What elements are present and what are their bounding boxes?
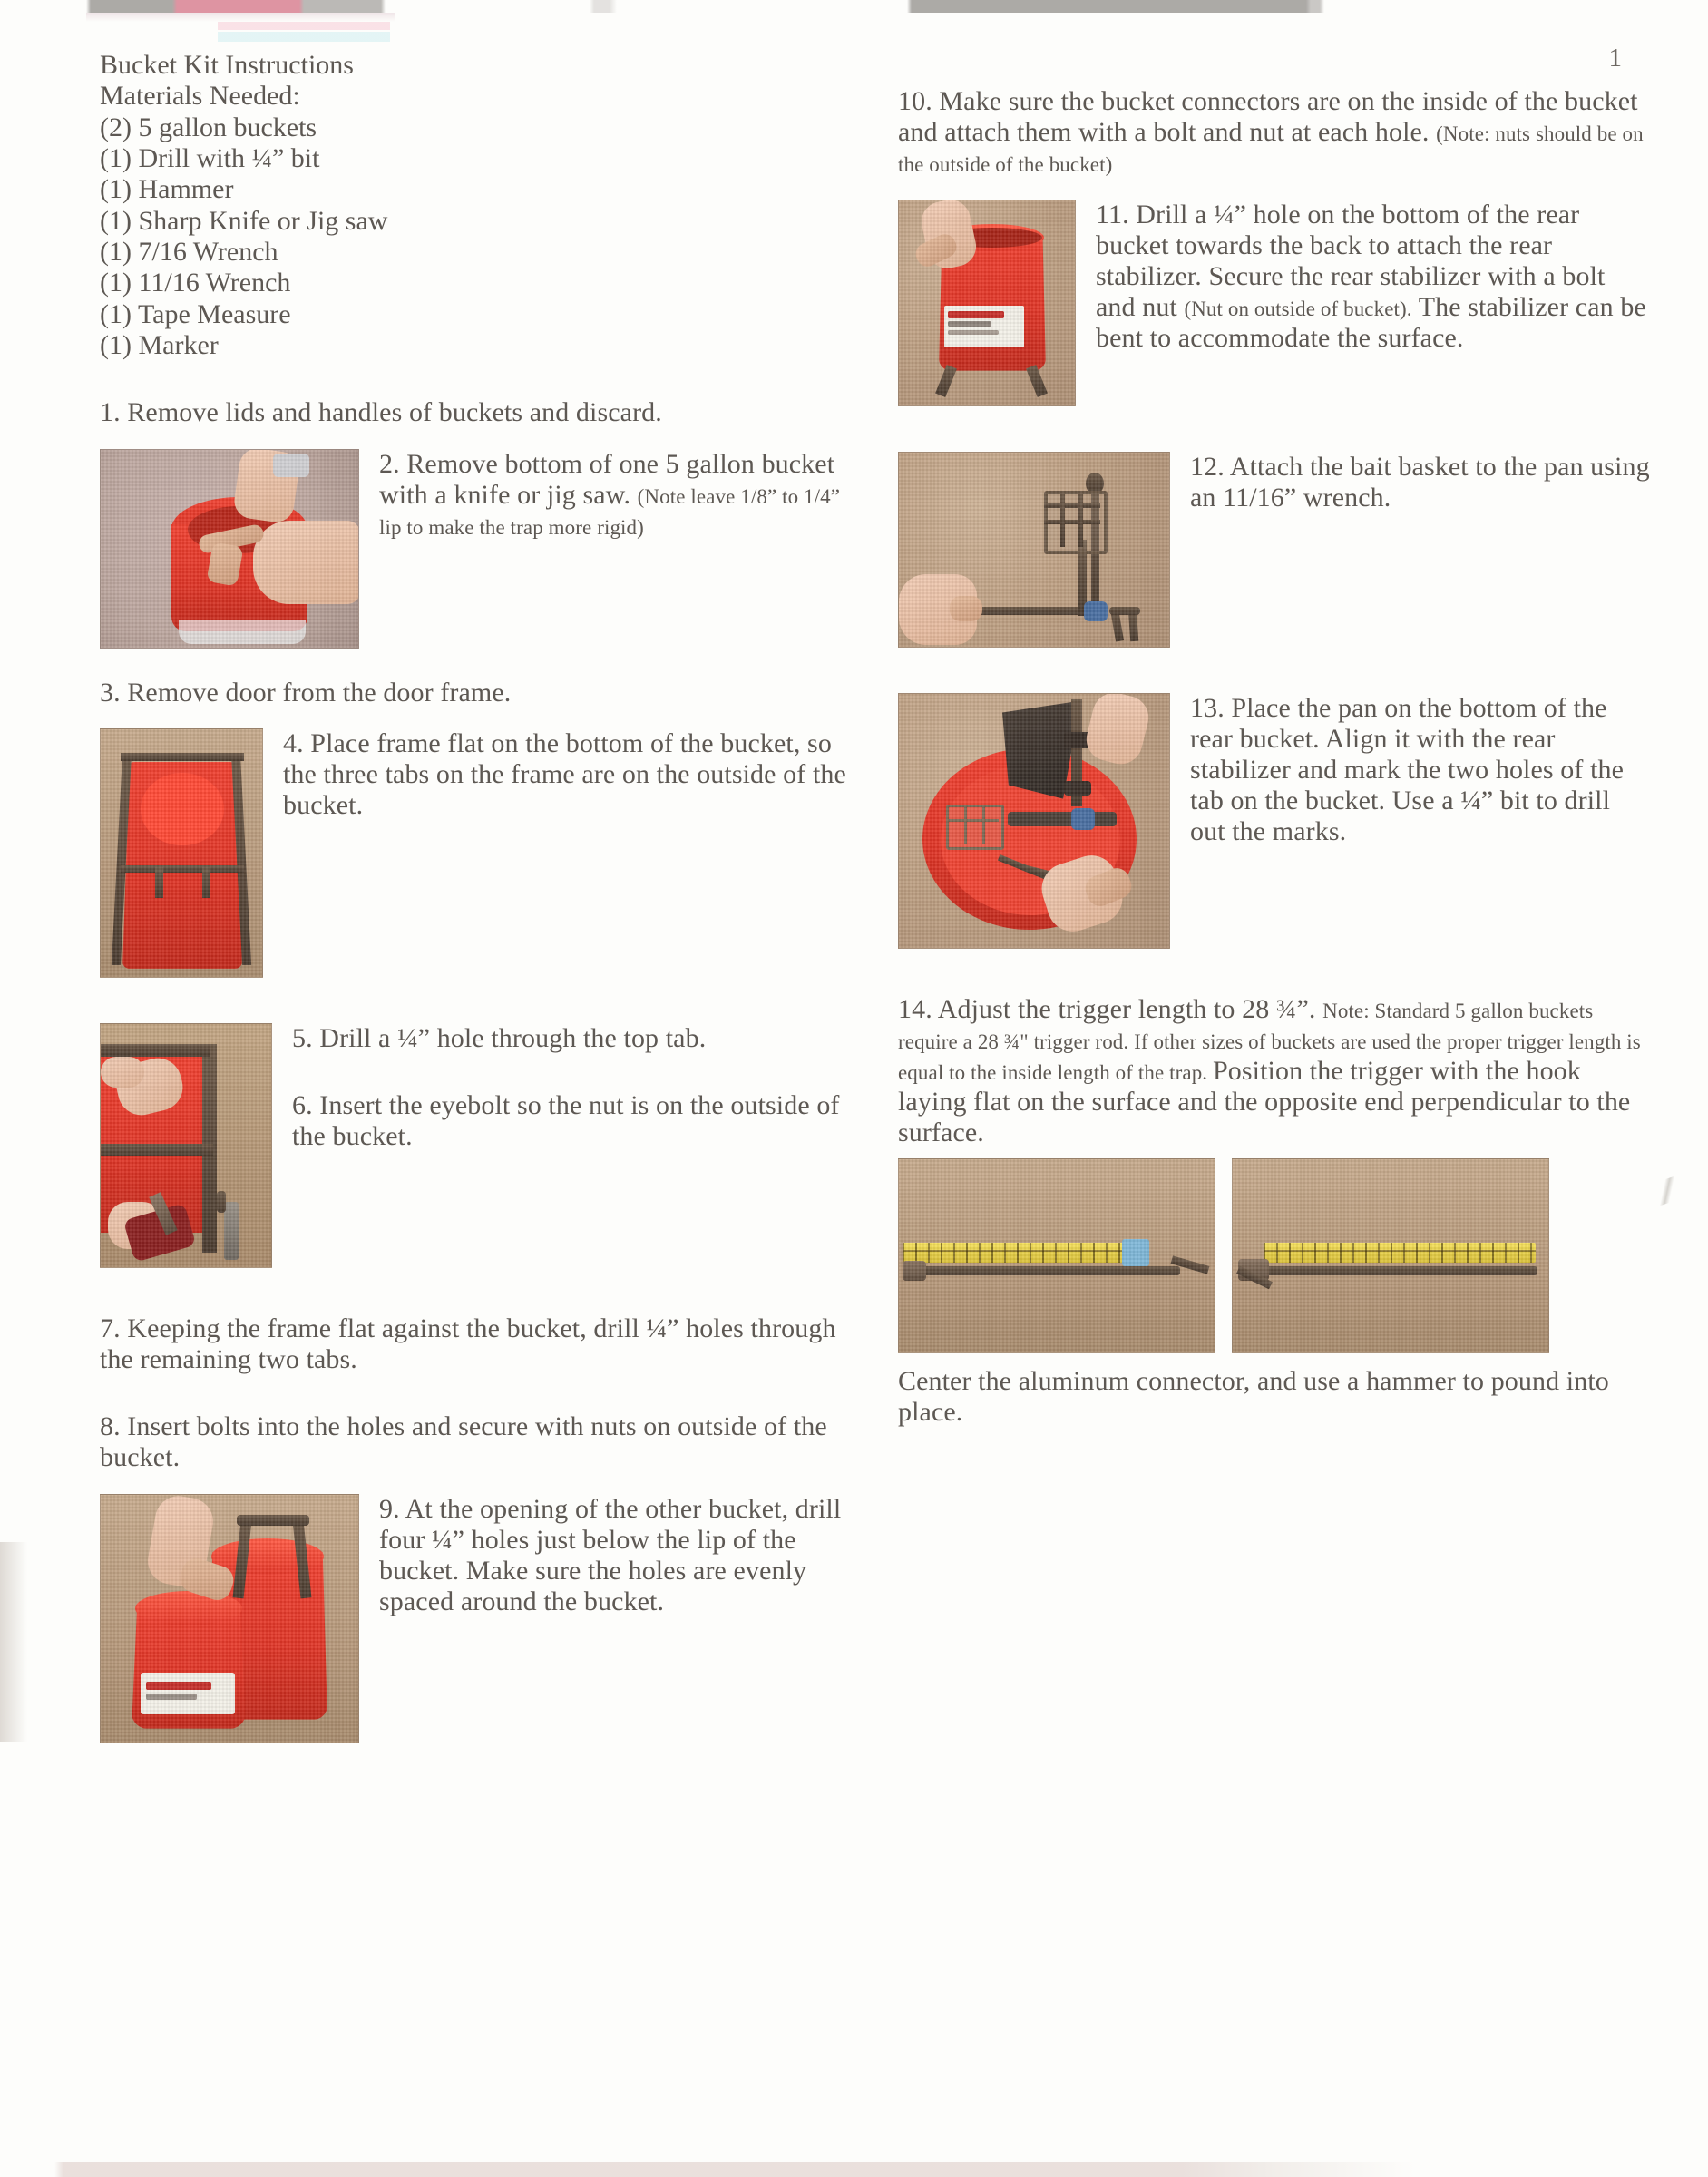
step-14-note: Note: Standard 5 gallon buckets require a 28 ¾" trigger rod. If other sizes of buckets are used the proper trigger length is equal to the inside length of the trap. [898,999,1641,1084]
step-2-main: 2. Remove bottom of one 5 gallon bucket with a knife or jig saw. [379,448,835,510]
materials-item: (1) Hammer [100,174,234,205]
photo-step9 [100,1494,359,1743]
scan-artifact-left-smudge [0,1542,27,1742]
step-12-block [898,452,1651,657]
step-3-text: 3. Remove door from the door frame. [100,677,512,708]
materials-item: (1) 11/16 Wrench [100,268,291,298]
step-10-note: (Note: nuts should be on the outside of the bucket) [898,122,1644,177]
photo-step4 [100,728,263,978]
scan-artifact-bottom [0,2162,1708,2177]
scan-artifact-top [0,0,1708,13]
step-10-main: 10. Make sure the bucket connectors are on the inside of the bucket and attach them with a bolt and nut at each hole. [898,86,1638,148]
photo-step10 [898,200,1076,406]
page-number: 1 [1608,44,1622,73]
step-9-block [100,1494,853,1752]
scan-artifact-top-secondary [86,13,395,22]
step-9-text: 9. At the opening of the other bucket, drill four ¼” holes just below the lip of the bucket. Make sure the holes are evenly spaced around the bucket. [379,1493,842,1617]
materials-list [100,112,853,362]
step-4-text: 4. Place frame flat on the bottom of the bucket, so the three tabs on the frame are on the outside of the bucket. [283,727,846,821]
photo-step2 [100,449,359,649]
step-5-text: 5. Drill a ¼” hole through the top tab. [292,1022,707,1053]
photo-step14a [898,1158,1215,1353]
left-column [100,50,853,1752]
photo-step13 [898,693,1170,949]
materials-item: (1) Marker [100,330,219,361]
step-13-text: 13. Place the pan on the bottom of the rear bucket. Align it with the rear stabilizer and mark the two holes of the tab on the bucket. Use a ¼” bit to drill out the marks. [1190,692,1625,847]
step-2-note: (Note leave 1/8” to 1/4” lip to make the trap more rigid) [379,484,841,539]
step-11-tail: The stabilizer can be bent to accommodate the surface. [1096,292,1646,354]
step-4-block [100,728,853,987]
step-11-block [898,200,1651,415]
step-14-main: 14. Adjust the trigger length to 28 ¾”. [898,993,1323,1024]
closing-text: Center the aluminum connector, and use a hammer to pound into place. [898,1365,1609,1427]
step-6-text: 6. Insert the eyebolt so the nut is on the outside of the bucket. [292,1090,840,1152]
document-title: Bucket Kit Instructions [100,50,354,80]
materials-item: (1) Drill with ¼” bit [100,143,320,174]
step-2-block [100,449,853,658]
step-10-text [898,86,1651,180]
step-14-photo-row [898,1158,1651,1353]
step-14-text [898,994,1651,1149]
step-7-text: 7. Keeping the frame flat against the bucket, drill ¼” holes through the remaining two tabs. [100,1313,836,1374]
step-11-note: (Nut on outside of bucket). [1184,298,1412,321]
photo-step12 [898,452,1170,648]
step-1-text: 1. Remove lids and handles of buckets and discard. [100,397,662,428]
materials-item: (1) Tape Measure [100,298,291,329]
scan-artifact-right-mark [1646,1174,1688,1207]
step-12-text: 12. Attach the bait basket to the pan using an 11/16” wrench. [1190,451,1650,513]
photo-step14b [1232,1158,1549,1353]
photo-step5 [100,1023,272,1268]
step-14-tail: Position the trigger with the hook laying flat on the surface and the opposite end perpendicular to the surface. [898,1055,1631,1148]
step-8-text: 8. Insert bolts into the holes and secure with nuts on outside of the bucket. [100,1411,827,1473]
materials-item: (1) Sharp Knife or Jig saw [100,205,388,236]
right-column [898,50,1651,1428]
step-13-block [898,693,1651,958]
materials-heading: Materials Needed: [100,81,300,112]
step-11-main: 11. Drill a ¼” hole on the bottom of the rear bucket towards the back to attach the rear stabilizer. Secure the rear stabilizer with a bolt and nut [1096,199,1606,323]
step-5-6-block [100,1023,853,1277]
materials-item: (2) 5 gallon buckets [100,112,317,142]
materials-item: (1) 7/16 Wrench [100,237,278,268]
scan-artifact-top-color-bars [218,22,390,42]
